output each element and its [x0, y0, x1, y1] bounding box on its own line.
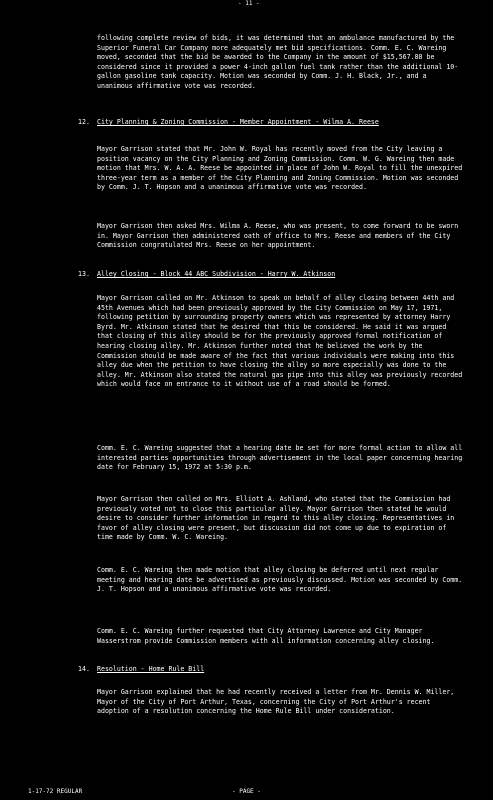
paragraph-hearing-date: Comm. E. C. Wareing suggested that a hearing date be set for more formal action to allow all interested parties opportunities through advertisement in the local paper concerning hearing date for February 15, 1972 at 5:30 p.m.: [97, 444, 463, 472]
item-number: 14.: [78, 665, 90, 673]
item-heading: City Planning & Zoning Commission - Member Appointment - Wilma A. Reese: [97, 118, 379, 126]
paragraph-alley-closing: Mayor Garrison called on Mr. Atkinson to speak on behalf of alley closing between 44th and 45th Avenues which had been previously approved by the City Commission on May 17, 1971, following petition by surrounding property owners which was represented by attorney Harry Byrd. Mr. Atkinson stated that he desired that this be considered. He said it was argued that closing of this alley should be for the previously approved formal notification of hearing closing alley. Mr. Atkinson further noted that he believed the work by the Commission should be made aware of the fact that various individuals were making into this alley due when the petition to have closing the alley so more especially was done to the alley. Mr. Atkinson also stated the natural gas pipe into this alley was previously recorded which would face on entrance to it without use of a road should be formed.: [97, 294, 463, 389]
item-number: 13.: [78, 270, 90, 278]
item-number: 12.: [78, 118, 90, 126]
paragraph-discussion: Mayor Garrison then called on Mrs. Elliott A. Ashland, who stated that the Commission had previously voted not to close this particular alley. Mayor Garrison then stated he would desire to consider further information in regard to this alley closing. Representatives in favor of alley closing were present, but discussion did not come up due to expiration of time made by Comm. W. C. Wareing.: [97, 495, 455, 542]
paragraph-appointment: Mayor Garrison stated that Mr. John W. Royal has recently moved from the City leaving a position vacancy on the City Planning and Zoning Commission. Comm. W. G. Wareing then made motion that Mrs. W. A. A. Reese be appointed in place of John W. Royal to fill the unexpired three-year term as a member of the City Planning and Zoning Commission. Motion was seconded by Comm. J. T. Hopson and a unanimous affirmative vote was recorded.: [97, 145, 463, 192]
paragraph-home-rule: Mayor Garrison explained that he had recently received a letter from Mr. Dennis W. Miller, Mayor of the City of Port Arthur, Texas, concerning the City of Port Arthur's recent adoption of a resolution concerning the Home Rule Bill under consideration.: [97, 688, 455, 716]
item-14: [78, 665, 478, 675]
item-heading: Resolution - Home Rule Bill: [97, 665, 205, 673]
item-12: [78, 118, 478, 128]
paragraph-bid-award: following complete review of bids, it was determined that an ambulance manufactured by the Superior Funeral Car Company more adequately met bid specifications. Comm. E. C. Wareing moved, seconded that the bid be awarded to the Company in the amount of $15,567.88 be considered since it provided a power 4-inch gallon fuel tank rather than the additional 10-gallon gasoline tank capacity. Motion was seconded by Comm. J. H. Black, Jr., and a unanimous affirmative vote was recorded.: [97, 34, 459, 90]
footer-center: - PAGE -: [232, 788, 261, 795]
item-13: [78, 270, 478, 280]
paragraph-motion-defer: Comm. E. C. Wareing then made motion that alley closing be deferred until next regular meeting and hearing date be advertised as previously discussed. Motion was seconded by Comm. J. T. Hopson and a unanimous affirmative vote was recorded.: [97, 566, 463, 594]
page-header-mark: - 11 -: [238, 0, 260, 7]
item-heading: Alley Closing - Block 44 ABC Subdivision - Harry W. Atkinson: [97, 270, 336, 278]
paragraph-oath: Mayor Garrison then asked Mrs. Wilma A. Reese, who was present, to come forward to be sworn in. Mayor Garrison then administered oath of office to Mrs. Reese and members of the City Commission congratulated Mrs. Reese on her appointment.: [97, 222, 459, 250]
footer-left: 1-17-72 REGULAR: [28, 788, 83, 795]
paragraph-request-info: Comm. E. C. Wareing further requested that City Attorney Lawrence and City Manager Wasserstrom provide Commission members with all information concerning alley closing.: [97, 627, 435, 645]
